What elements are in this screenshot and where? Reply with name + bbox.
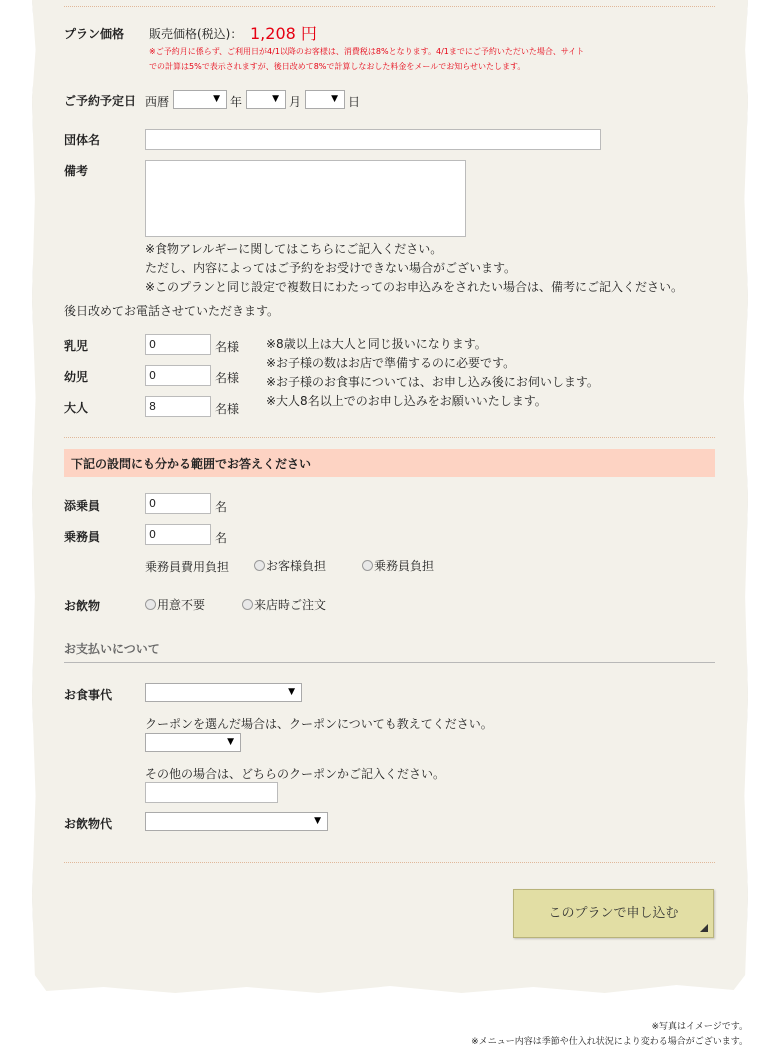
- tour-guide-unit: 名: [215, 500, 228, 514]
- adult-count-input[interactable]: 8: [145, 396, 211, 417]
- radio-icon: [242, 599, 253, 610]
- radio-icon: [254, 560, 265, 571]
- submit-plan-label: このプランで申し込む: [548, 906, 679, 921]
- top-divider: [64, 6, 715, 7]
- crew-cost-option-customer[interactable]: [254, 557, 326, 574]
- crew-unit: 名: [215, 531, 228, 545]
- triangle-down-icon: ▼: [288, 687, 295, 697]
- allergy-note: ※食物アレルギーに関してはこちらにご記入ください。: [145, 242, 443, 256]
- remarks-textarea[interactable]: [145, 160, 466, 237]
- triangle-down-icon: ▼: [213, 94, 220, 104]
- price-value: 1,208 円: [250, 24, 317, 43]
- guest-note2: ※お子様の数はお店で準備するのに必要です。: [266, 356, 516, 370]
- month-unit: 月: [289, 95, 302, 109]
- drinks-option-none-label: 用意不要: [157, 598, 206, 612]
- multi-day-note: ※このプランと同じ設定で複数日にわたってのお申込みをされたい場合は、備考にご記入ください。: [145, 280, 684, 294]
- crew-label: 乗務員: [64, 530, 101, 544]
- triangle-down-icon: ▼: [227, 737, 234, 747]
- phone-note: 後日改めてお電話させていただきます。: [64, 304, 280, 318]
- corner-arrow-icon: [700, 924, 708, 932]
- drinks-option-order[interactable]: [242, 596, 326, 613]
- payment-divider: [64, 662, 715, 663]
- drinks-option-order-label: 来店時ご注文: [254, 598, 327, 612]
- radio-icon: [362, 560, 373, 571]
- tax-note-line1: ※ご予約月に係らず、ご利用日が4/1以降のお客様は、消費税は8%となります。4/1までにご予約いただいた場合、サイト: [149, 47, 585, 56]
- triangle-down-icon: ▼: [331, 94, 338, 104]
- drinks-label: お飲物: [64, 599, 101, 613]
- child-count-input[interactable]: 0: [145, 365, 211, 386]
- day-select[interactable]: [305, 90, 345, 109]
- guest-note1: ※8歳以上は大人と同じ扱いになります。: [266, 337, 487, 351]
- reservation-date-label: ご予約予定日: [64, 94, 137, 108]
- section-divider: [64, 437, 715, 438]
- guest-note4: ※大人8名以上でのお申し込みをお願いいたします。: [266, 394, 547, 408]
- drinks-cost-label: お飲物代: [64, 817, 113, 831]
- tour-guide-label: 添乗員: [64, 499, 101, 513]
- adult-unit: 名様: [215, 402, 240, 416]
- other-coupon-input[interactable]: [145, 782, 278, 803]
- meal-cost-select[interactable]: [145, 683, 302, 702]
- year-select[interactable]: [173, 90, 227, 109]
- day-unit: 日: [348, 95, 361, 109]
- infant-unit: 名様: [215, 340, 240, 354]
- month-select[interactable]: [246, 90, 286, 109]
- sale-price-label: 販売価格(税込)：: [149, 27, 243, 41]
- group-name-input[interactable]: [145, 129, 601, 150]
- radio-icon: [145, 599, 156, 610]
- coupon-note: クーポンを選んだ場合は、クーポンについても教えてください。: [145, 717, 493, 731]
- reservation-note: ただし、内容によってはご予約をお受けできない場合がございます。: [145, 261, 517, 275]
- menu-note: ※メニュー内容は季節や仕入れ状況により変わる場合がございます。: [471, 1037, 748, 1047]
- questions-heading: 下記の設問にも分かる範囲でお答えください: [71, 457, 312, 471]
- crew-cost-option-customer-label: お客様負担: [266, 559, 327, 573]
- infant-count-input[interactable]: 0: [145, 334, 211, 355]
- questions-heading-bar: [64, 449, 715, 477]
- bottom-divider: [64, 862, 715, 863]
- crew-cost-label: 乗務員費用負担: [145, 560, 230, 574]
- triangle-down-icon: ▼: [272, 94, 279, 104]
- coupon-select[interactable]: [145, 733, 241, 752]
- meal-cost-label: お食事代: [64, 688, 113, 702]
- year-unit: 年: [230, 95, 243, 109]
- submit-plan-button[interactable]: [513, 889, 714, 938]
- guest-note3: ※お子様のお食事については、お申し込み後にお伺いします。: [266, 375, 599, 389]
- tax-note-line2: での計算は5%で表示されますが、後日改めて8%で計算しなおした料金をメールでお知らせいたします。: [149, 62, 526, 71]
- adult-label: 大人: [64, 401, 89, 415]
- crew-cost-option-crew[interactable]: [362, 557, 434, 574]
- era-label: 西暦: [145, 95, 170, 109]
- group-name-label: 団体名: [64, 133, 101, 147]
- crew-count-input[interactable]: 0: [145, 524, 211, 545]
- plan-price-label: プラン価格: [64, 27, 125, 41]
- infant-label: 乳児: [64, 339, 89, 353]
- child-label: 幼児: [64, 370, 89, 384]
- tour-guide-count-input[interactable]: 0: [145, 493, 211, 514]
- child-unit: 名様: [215, 371, 240, 385]
- drinks-option-none[interactable]: [145, 596, 205, 613]
- other-coupon-note: その他の場合は、どちらのクーポンかご記入ください。: [145, 767, 446, 781]
- triangle-down-icon: ▼: [314, 816, 321, 826]
- payment-heading: お支払いについて: [64, 642, 160, 656]
- photo-note: ※写真はイメージです。: [651, 1022, 748, 1032]
- crew-cost-option-crew-label: 乗務員負担: [374, 559, 435, 573]
- remarks-label: 備考: [64, 164, 89, 178]
- drinks-cost-select[interactable]: [145, 812, 328, 831]
